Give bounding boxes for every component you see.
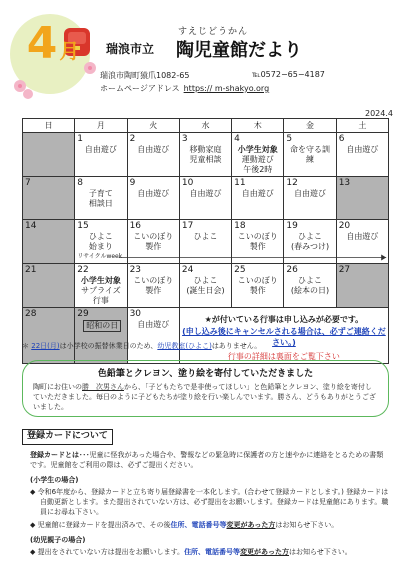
day-number: 3 xyxy=(181,134,188,144)
footnote-text-2: はありません。 xyxy=(211,342,262,350)
calendar-day-cell xyxy=(232,177,284,220)
calendar-day-cell xyxy=(23,220,75,264)
registration-intro-body: ･･･児童に怪我があった場合や、警報などの緊急時に保護者の方と速やかに連絡をとるための書類です。児童館をご利用の際は、必ずご提出ください。 xyxy=(30,451,384,469)
homepage-line xyxy=(100,83,269,94)
calendar-day-cell xyxy=(232,264,284,308)
preschool-bullet-1-post: はお知らせ下さい。 xyxy=(289,548,352,556)
calendar-day-cell xyxy=(23,308,75,364)
month-label xyxy=(16,18,90,69)
event-text: こいのぼり xyxy=(133,276,174,285)
event-text: ひよこ xyxy=(88,232,113,241)
event-text: 自由遊び xyxy=(241,189,274,198)
event-text: 製作 xyxy=(249,242,266,251)
event-text: 子育て xyxy=(88,189,113,198)
thanks-line1-pre: 陶町にお住いの xyxy=(33,383,82,391)
event-text: 製作 xyxy=(145,242,162,251)
event-text: 自由遊び xyxy=(346,232,379,241)
event-text: 児童相談 xyxy=(189,155,222,164)
day-number: 15 xyxy=(77,221,89,231)
calendar-day-cell xyxy=(179,133,231,177)
calendar-week-row xyxy=(23,220,389,264)
elementary-title: (小学生の場合) xyxy=(30,476,79,484)
event-text: (絵本の日) xyxy=(290,286,330,295)
calendar-note-2: (申し込み後にキャンセルされる場合は、必ずご連絡ください。) xyxy=(182,327,386,347)
issue-date: 2024.4 xyxy=(365,109,393,118)
event-text: ひよこ xyxy=(298,276,323,285)
day-number: 13 xyxy=(338,178,351,188)
calendar-footnote xyxy=(22,341,261,351)
footnote-link: 幼児教室(ひよこ) xyxy=(157,342,212,350)
event-calendar xyxy=(22,118,389,364)
event-text: ひよこ xyxy=(193,232,218,241)
donor-name: 勝 次男さん xyxy=(82,383,124,391)
day-number: 21 xyxy=(25,265,37,275)
address: 瑞浪市陶町猿爪1082-65 xyxy=(100,71,190,80)
elementary-bullet-2 xyxy=(30,520,390,530)
preschool-bullet-1-blue: 住所、電話番号等 xyxy=(184,548,241,556)
event-text: 移動家庭 xyxy=(189,145,222,154)
event-text: ひよこ xyxy=(193,276,218,285)
day-number: 27 xyxy=(338,265,351,275)
day-number: 2 xyxy=(129,134,136,144)
calendar-day-cell xyxy=(336,133,388,177)
event-text: ひよこ xyxy=(298,232,323,241)
calendar-week-row xyxy=(23,308,389,364)
calendar-body xyxy=(23,133,389,364)
event-text: 行事 xyxy=(92,296,109,305)
weekday-mon: 月 xyxy=(75,119,127,133)
footnote-date: 22日(月) xyxy=(31,342,60,350)
day-number: 6 xyxy=(338,134,345,144)
month-kanji: 月 xyxy=(59,39,80,63)
day-number: 10 xyxy=(181,178,194,188)
calendar-day-cell xyxy=(232,220,284,264)
calendar-day-cell xyxy=(23,133,75,177)
calendar-day-cell xyxy=(179,177,231,220)
calendar-day-cell xyxy=(75,133,127,177)
day-number: 5 xyxy=(286,134,293,144)
homepage-label: ホームページアドレス xyxy=(100,84,180,93)
day-number: 16 xyxy=(129,221,142,231)
calendar-day-cell xyxy=(336,264,388,308)
event-text: 午後2時 xyxy=(243,165,273,174)
event-text: (春みつけ) xyxy=(291,242,330,251)
calendar-note-1: ★が付いている行事は申し込みが必要です。 xyxy=(204,315,364,324)
month-badge xyxy=(6,8,90,92)
calendar-day-cell xyxy=(336,177,388,220)
day-number: 23 xyxy=(129,265,142,275)
weekday-sat: 土 xyxy=(336,119,388,133)
day-number: 14 xyxy=(25,221,37,231)
city-name: 瑞浪市立 xyxy=(106,42,155,56)
event-text: 製作 xyxy=(249,286,266,295)
header xyxy=(0,0,411,118)
weekday-wed: 水 xyxy=(179,119,231,133)
calendar-day-cell xyxy=(179,220,231,264)
weekday-thu: 木 xyxy=(232,119,284,133)
footnote-text-1: は小学校の振替休業日のため、 xyxy=(59,342,158,350)
event-text: 始まり xyxy=(88,242,113,251)
calendar-note-cell xyxy=(179,308,388,364)
calendar-day-cell xyxy=(179,264,231,308)
weekday-header-row xyxy=(23,119,389,133)
calendar-day-cell xyxy=(284,133,336,177)
day-number: 1 xyxy=(77,134,84,144)
calendar-week-row xyxy=(23,264,389,308)
month-number: 4 xyxy=(26,18,58,69)
event-text: 小学生対象 xyxy=(80,276,121,285)
day-number: 19 xyxy=(286,221,298,231)
homepage-url[interactable]: https:// m-shakyo.org xyxy=(183,84,270,93)
preschool-bullet-1-pre: 提出をされていない方は提出をお願いします。 xyxy=(37,548,185,556)
event-text: 相談日 xyxy=(88,199,113,208)
event-text: 自由遊び xyxy=(137,145,170,154)
thanks-line3: りがとうございました。 xyxy=(33,393,376,411)
event-text: 昭和の日 xyxy=(83,320,121,332)
day-number: 11 xyxy=(234,178,246,188)
day-number: 17 xyxy=(181,221,194,231)
donation-thanks-box xyxy=(22,360,389,417)
calendar-day-cell xyxy=(75,177,127,220)
event-text: 自由遊び xyxy=(84,145,117,154)
calendar-week-row xyxy=(23,133,389,177)
calendar-week-row xyxy=(23,177,389,220)
day-number: 12 xyxy=(286,178,298,188)
day-number: 20 xyxy=(338,221,351,231)
calendar-day-cell xyxy=(23,177,75,220)
registration-intro-label: 登録カードとは xyxy=(30,451,79,459)
page-title: 陶児童館だより xyxy=(176,40,302,61)
day-number: 8 xyxy=(77,178,84,188)
preschool-bullet-1 xyxy=(30,547,390,557)
elementary-bullet-1-text: 令和6年度から、登録カードと立ち寄り届登録書を一本化します。(合わせて登録カードとします。) 登録カードは自動更新とします。また提出されていない方は、必ず提出をお願いします。登録カードは児童館にあります。職員にお尋ね下さい。 xyxy=(37,488,389,516)
thanks-title: 色鉛筆とクレヨン、塗り絵を寄付していただきました xyxy=(97,369,314,379)
thanks-body xyxy=(33,382,378,412)
bullet-icon: ◆ xyxy=(30,521,38,529)
day-number: 28 xyxy=(25,309,37,319)
calendar-day-cell xyxy=(127,308,179,364)
calendar-day-cell xyxy=(75,264,127,308)
day-number: 26 xyxy=(286,265,298,275)
calendar-day-cell xyxy=(284,220,336,264)
weekday-fri: 金 xyxy=(284,119,336,133)
event-text: 自由遊び xyxy=(346,145,379,154)
day-number: 25 xyxy=(234,265,246,275)
calendar-note-3: 行事の詳細は裏面をご覧下さい xyxy=(227,352,340,361)
calendar-day-cell xyxy=(23,264,75,308)
calendar-day-cell xyxy=(284,264,336,308)
registration-header: 登録カードについて xyxy=(22,429,113,445)
event-text: こいのぼり xyxy=(237,276,278,285)
event-text: 自由遊び xyxy=(137,189,170,198)
bullet-icon: ◆ xyxy=(30,548,38,556)
calendar-day-cell xyxy=(232,133,284,177)
phone-number: ℡0572−65−4187 xyxy=(252,70,325,79)
elementary-bullet-1 xyxy=(30,487,390,517)
calendar-day-cell xyxy=(127,133,179,177)
day-number: 24 xyxy=(181,265,194,275)
registration-text xyxy=(30,450,390,560)
event-text: 自由遊び xyxy=(189,189,222,198)
event-text: 自由遊び xyxy=(137,320,170,329)
bullet-icon: ◆ xyxy=(30,488,38,496)
thanks-line1-post: から、「子どもたちで是非使ってほしい」と色鉛筆とクレヨン、塗り絵 xyxy=(124,383,344,391)
calendar-day-cell xyxy=(75,220,127,264)
elementary-bullet-2-blue: 住所、電話番号等 xyxy=(170,521,227,529)
calendar-day-cell xyxy=(284,177,336,220)
calendar-day-cell xyxy=(127,220,179,264)
day-number: 18 xyxy=(234,221,246,231)
day-number: 29 xyxy=(77,309,89,319)
event-text: 小学生対象 xyxy=(237,145,278,154)
event-text: 運動遊び xyxy=(241,155,274,164)
recycle-week-label: リサイクルweek xyxy=(77,253,123,260)
day-number: 9 xyxy=(129,178,136,188)
event-text: サプライズ xyxy=(81,286,121,295)
event-text: 命を守る訓練 xyxy=(290,145,331,164)
elementary-bullet-2-post: はお知らせ下さい。 xyxy=(275,521,339,529)
calendar-day-cell xyxy=(127,264,179,308)
elementary-bullet-2-underline: 変更があった方 xyxy=(226,521,276,529)
day-number: 22 xyxy=(77,265,89,275)
footnote-star-icon: ＊ xyxy=(22,342,32,350)
calendar-day-cell xyxy=(75,308,127,364)
event-text: 自由遊び xyxy=(294,189,327,198)
calendar-day-cell xyxy=(336,220,388,264)
weekday-sun: 日 xyxy=(23,119,75,133)
event-text: 製作 xyxy=(145,286,162,295)
day-number: 7 xyxy=(25,178,31,188)
preschool-bullet-1-underline: 変更があった方 xyxy=(240,548,289,556)
calendar-day-cell xyxy=(127,177,179,220)
weekday-tue: 火 xyxy=(127,119,179,133)
day-number: 30 xyxy=(129,309,142,319)
event-text: こいのぼり xyxy=(133,232,174,241)
day-number: 4 xyxy=(234,134,240,144)
thanks-line2: を寄付していただきました。毎日のように子どもたちが塗り絵を行い楽しんでいます。勝さん、どうもあ xyxy=(33,383,372,401)
event-text: こいのぼり xyxy=(237,232,278,241)
registration-intro xyxy=(30,450,390,470)
elementary-bullet-2-pre: 児童館に登録カードを提出済みで、その後 xyxy=(37,521,171,529)
preschool-title: (幼児親子の場合) xyxy=(30,536,86,544)
title-ruby: すえじどうかん xyxy=(178,27,249,37)
event-text: (誕生日会) xyxy=(186,286,225,295)
